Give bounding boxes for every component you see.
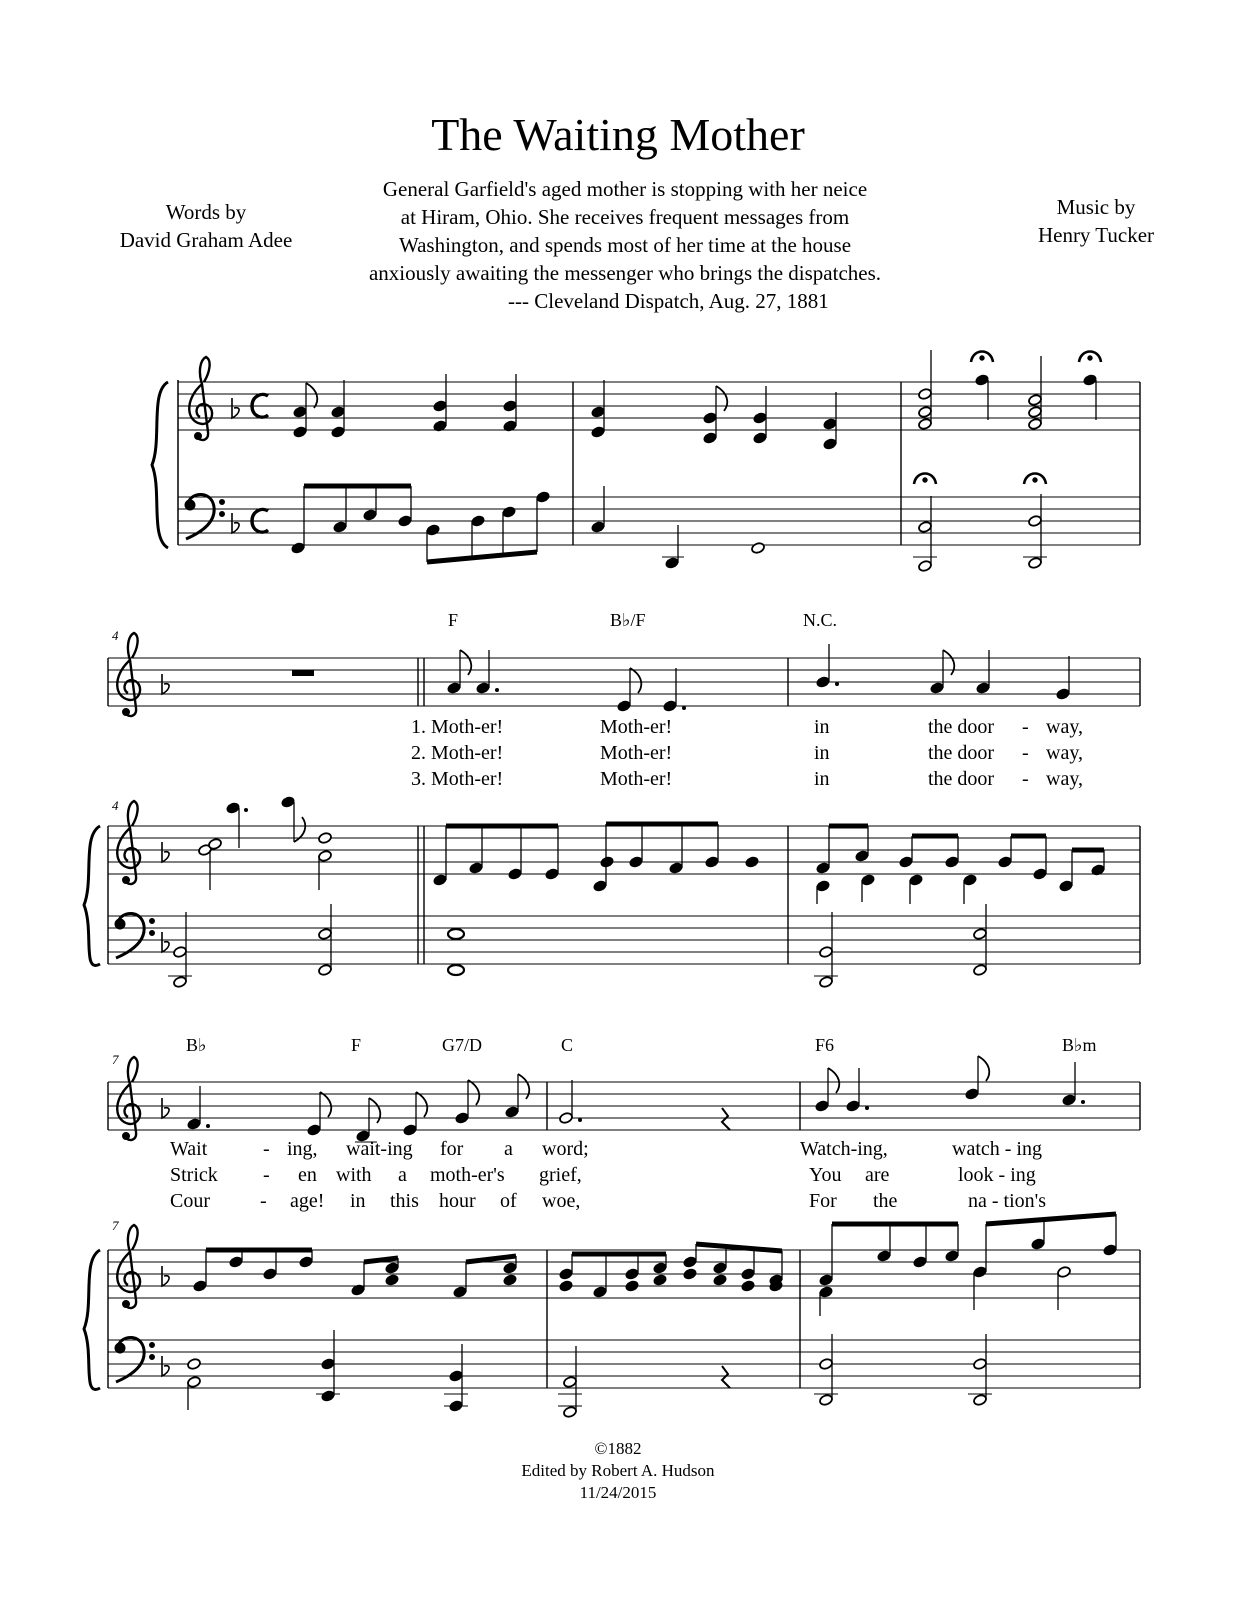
measure-number: 4 — [112, 628, 119, 643]
measure-number: 4 — [112, 798, 119, 813]
lyric-syllable: with — [336, 1164, 372, 1186]
lyric-syllable: Watch-ing, — [800, 1138, 888, 1160]
chord-symbol: G7/D — [442, 1035, 482, 1055]
lyric-syllable: Cour — [170, 1190, 210, 1212]
system-3 — [84, 1056, 1140, 1418]
lyric-syllable: the — [873, 1190, 898, 1212]
music-by-label: Music by — [1056, 195, 1136, 219]
chord-symbol: B♭ — [186, 1035, 207, 1055]
lyric-syllable: - — [1022, 716, 1029, 738]
chord-symbol: B♭m — [1062, 1035, 1097, 1055]
lyric-syllable: in — [814, 768, 830, 790]
lyric-syllable: the door — [928, 742, 995, 764]
lyric-syllable: Strick — [170, 1164, 218, 1186]
lyric-syllable: 2. Moth-er! — [411, 742, 504, 764]
lyric-syllable: word; — [542, 1138, 589, 1160]
lyric-syllable: for — [440, 1138, 464, 1160]
lyric-syllable: Moth-er! — [600, 742, 673, 764]
song-title: The Waiting Mother — [431, 109, 805, 160]
edit-date: 11/24/2015 — [579, 1483, 657, 1502]
lyric-syllable: 3. Moth-er! — [411, 768, 504, 790]
copyright: ©1882 — [594, 1439, 642, 1458]
lyric-syllable: look - ing — [958, 1164, 1036, 1186]
lyric-syllable: - — [263, 1164, 270, 1186]
lyricist-name: David Graham Adee — [119, 228, 293, 252]
lyric-syllable: way, — [1046, 742, 1084, 764]
lyric-syllable: this — [390, 1190, 419, 1212]
words-by-label: Words by — [165, 200, 247, 224]
lyric-syllable: You — [809, 1164, 842, 1186]
lyric-syllable: woe, — [542, 1190, 581, 1212]
lyric-syllable: Moth-er! — [600, 716, 673, 738]
lyric-syllable: 1. Moth-er! — [411, 716, 504, 738]
lyric-syllable: a — [398, 1164, 407, 1186]
lyric-syllable: hour — [439, 1190, 476, 1212]
lyric-syllable: of — [500, 1190, 517, 1212]
system-1 — [152, 350, 1140, 572]
lyric-syllable: way, — [1046, 768, 1084, 790]
lyric-syllable: na - tion's — [968, 1190, 1047, 1212]
chord-symbol: B♭/F — [610, 610, 646, 630]
chord-symbol: F — [448, 610, 459, 630]
lyric-syllable: in — [814, 716, 830, 738]
lyric-syllable: way, — [1046, 716, 1084, 738]
lyric-syllable: - — [260, 1190, 267, 1212]
chord-symbol: N.C. — [803, 610, 838, 630]
lyric-syllable: the door — [928, 716, 995, 738]
lyric-syllable: grief, — [539, 1164, 582, 1186]
epigraph-line: Washington, and spends most of her time at the house — [398, 233, 852, 257]
lyric-syllable: - — [263, 1138, 270, 1160]
lyric-syllable: a — [504, 1138, 513, 1160]
lyric-syllable: moth-er's — [430, 1164, 505, 1186]
lyric-syllable: age! — [290, 1190, 325, 1212]
lyric-syllable: watch - ing — [952, 1138, 1042, 1160]
epigraph-source: --- Cleveland Dispatch, Aug. 27, 1881 — [508, 289, 829, 313]
lyric-syllable: are — [865, 1164, 890, 1186]
chord-symbol: F6 — [815, 1035, 835, 1055]
chord-symbol: F — [351, 1035, 362, 1055]
lyric-syllable: For — [809, 1190, 837, 1212]
measure-number: 7 — [112, 1218, 119, 1233]
lyric-syllable: Moth-er! — [600, 768, 673, 790]
composer-name: Henry Tucker — [1037, 223, 1155, 247]
lyric-syllable: Wait — [170, 1138, 208, 1160]
epigraph-line: anxiously awaiting the messenger who brings the dispatches. — [368, 261, 882, 285]
lyric-syllable: wait-ing — [346, 1138, 413, 1160]
lyric-syllable: in — [350, 1190, 366, 1212]
system-2 — [84, 633, 1140, 988]
lyric-syllable: - — [1022, 768, 1029, 790]
footer — [0, 1438, 1236, 1504]
measure-number: 7 — [112, 1052, 119, 1067]
lyric-syllable: en — [298, 1164, 317, 1186]
lyric-syllable: the door — [928, 768, 995, 790]
editor-credit: Edited by Robert A. Hudson — [521, 1461, 715, 1480]
epigraph-line: General Garfield's aged mother is stopping with her neice — [382, 177, 868, 201]
epigraph-line: at Hiram, Ohio. She receives frequent messages from — [400, 205, 850, 229]
chord-symbol: C — [561, 1035, 574, 1055]
lyric-syllable: - — [1022, 742, 1029, 764]
lyric-syllable: in — [814, 742, 830, 764]
lyric-syllable: ing, — [287, 1138, 318, 1160]
